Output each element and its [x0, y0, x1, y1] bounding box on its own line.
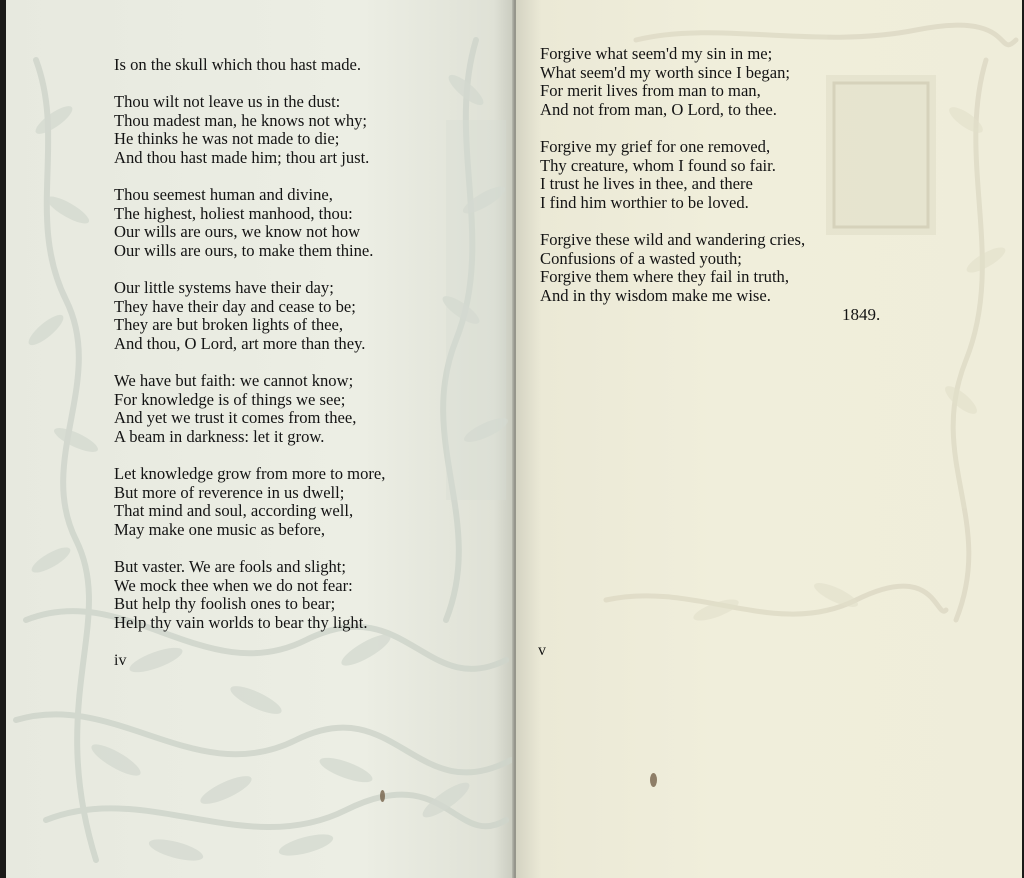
verse-line: For merit lives from man to man,	[540, 81, 761, 101]
stanza	[114, 279, 385, 353]
verse-line: That mind and soul, according well,	[114, 501, 354, 521]
verse-line: Thou madest man, he knows not why;	[114, 110, 368, 130]
stanza	[540, 138, 805, 212]
verse-line: But more of reverence in us dwell;	[114, 482, 345, 502]
verse-line: Let knowledge grow from more to more,	[114, 464, 386, 484]
verse-line: I find him worthier to be loved.	[540, 192, 749, 212]
verse-line: Forgive them where they fail in truth,	[540, 267, 790, 287]
left-page	[6, 0, 514, 878]
verse-line: They are but broken lights of thee,	[114, 315, 344, 335]
verse-line: But help thy foolish ones to bear;	[114, 594, 336, 614]
verse-line: May make one music as before,	[114, 519, 326, 539]
stanza	[114, 558, 385, 632]
verse-line: Forgive my grief for one removed,	[540, 136, 771, 156]
verse-line: Thou wilt not leave us in the dust:	[114, 92, 341, 112]
verse-line: And yet we trust it comes from thee,	[114, 408, 357, 428]
verse-line: Forgive what seem'd my sin in me;	[540, 44, 773, 63]
page-number: iv	[114, 652, 127, 669]
page-number: v	[538, 642, 546, 659]
verse-line: Forgive these wild and wandering cries,	[540, 229, 806, 249]
verse-line: Our little systems have their day;	[114, 278, 334, 298]
stanza	[114, 372, 385, 446]
verse-line: Our wills are ours, to make them thine.	[114, 240, 374, 260]
verse-line: I trust he lives in thee, and there	[540, 174, 753, 194]
verse-line: We have but faith: we cannot know;	[114, 371, 354, 391]
verse-line: Is on the skull which thou hast made.	[114, 55, 362, 74]
verse-line: But vaster. We are fools and slight;	[114, 557, 347, 577]
verse-line: Thy creature, whom I found so fair.	[540, 155, 776, 175]
verse-line: The highest, holiest manhood, thou:	[114, 203, 353, 223]
right-poem-text	[540, 45, 805, 324]
left-poem-text	[114, 56, 385, 651]
verse-line: And not from man, O Lord, to thee.	[540, 99, 777, 119]
stanza	[114, 93, 385, 167]
verse-line: And thou hast made him; thou art just.	[114, 147, 370, 167]
paper-stain	[380, 790, 385, 802]
verse-line: He thinks he was not made to die;	[114, 129, 340, 149]
stanza	[540, 231, 805, 305]
verse-line: Thou seemest human and divine,	[114, 185, 333, 205]
stanza	[540, 45, 805, 119]
right-page	[516, 0, 1022, 878]
verse-line: And in thy wisdom make me wise.	[540, 285, 771, 305]
verse-line: What seem'd my worth since I began;	[540, 62, 790, 82]
verse-line: For knowledge is of things we see;	[114, 389, 346, 409]
verse-line: And thou, O Lord, art more than they.	[114, 333, 366, 353]
verse-line: We mock thee when we do not fear:	[114, 575, 353, 595]
verse-line: Help thy vain worlds to bear thy light.	[114, 612, 368, 632]
verse-line: Our wills are ours, we know not how	[114, 222, 361, 242]
stanza	[114, 56, 385, 75]
poem-date: 1849.	[842, 305, 881, 324]
stanza	[114, 465, 385, 539]
verse-line: A beam in darkness: let it grow.	[114, 426, 325, 446]
stanza	[114, 186, 385, 260]
paper-stain	[650, 773, 657, 787]
verse-line: Confusions of a wasted youth;	[540, 248, 742, 268]
verse-line: They have their day and cease to be;	[114, 296, 356, 316]
